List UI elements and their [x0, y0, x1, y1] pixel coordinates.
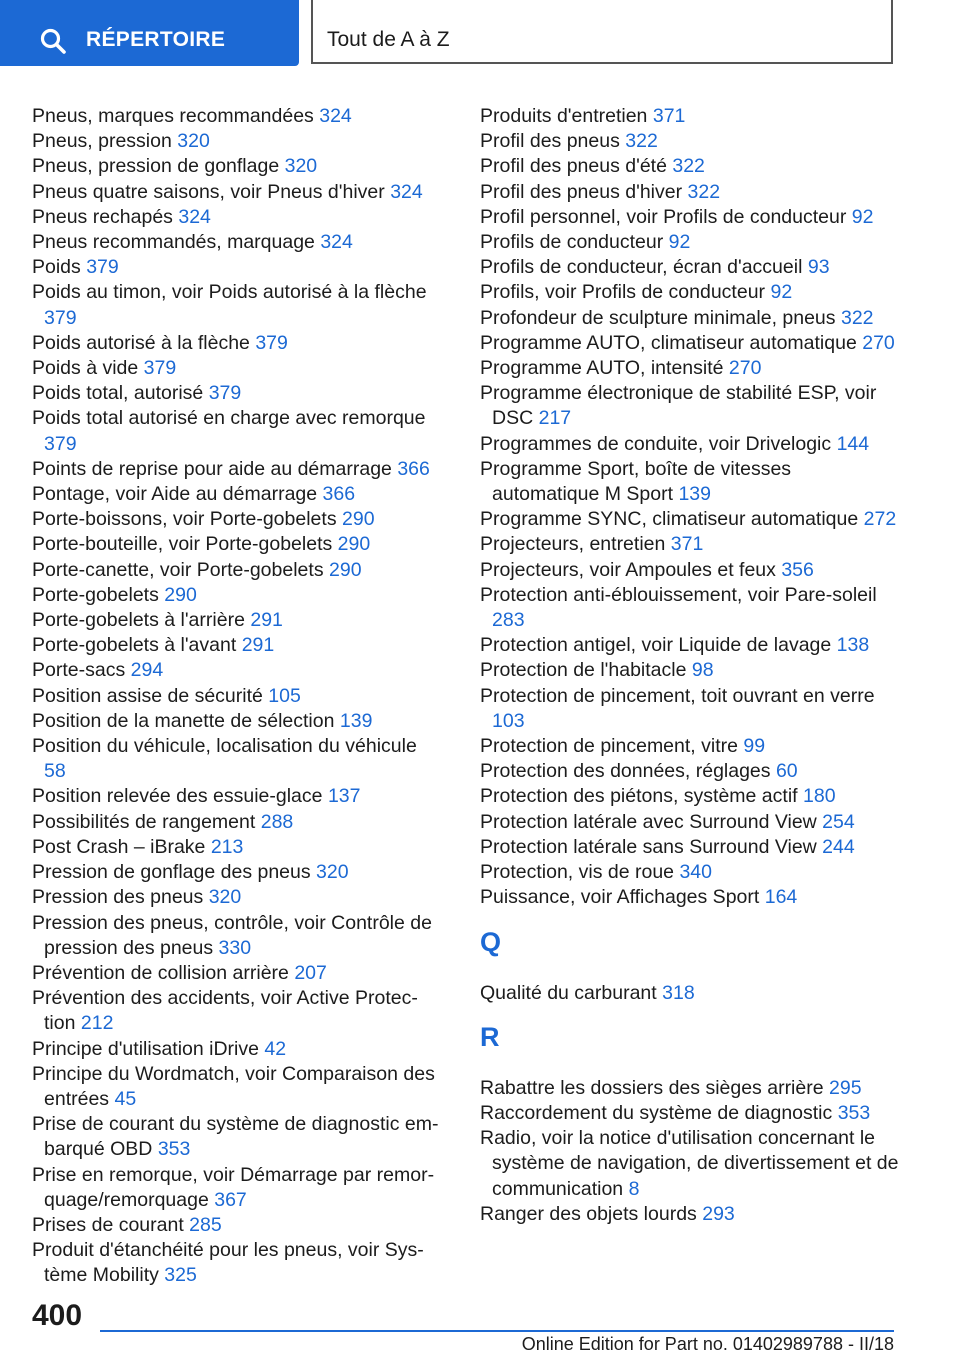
page-reference-link[interactable]: 290	[337, 533, 371, 556]
page-reference-link[interactable]: 379	[44, 306, 77, 329]
index-entry	[480, 154, 900, 179]
index-entry-text: Poids à vide	[32, 357, 139, 380]
index-entry-text: Prise de courant du système de diagnostic embarqué OBD	[32, 1113, 439, 1161]
index-entry-text: Porte-gobelets	[32, 583, 159, 606]
index-entry-text: Protection des piétons, système actif	[480, 785, 798, 808]
index-entry-text: Pneus quatre saisons, voir Pneus d'hiver	[32, 180, 385, 203]
index-entry	[480, 1126, 900, 1202]
index-entry	[480, 981, 900, 1006]
index-entry-text: Prévention de collision arrière	[32, 961, 289, 984]
page-reference-link[interactable]: 42	[264, 1037, 287, 1060]
page-reference-link[interactable]: 320	[208, 886, 242, 909]
index-entry-text: Programme SYNC, climatiseur automatique	[480, 508, 859, 531]
index-entry	[32, 583, 442, 608]
index-entry-text: Ranger des objets lourds	[480, 1202, 697, 1225]
page-reference-link[interactable]: 270	[728, 357, 762, 380]
page-reference-link[interactable]: 270	[862, 331, 895, 354]
index-entry	[32, 658, 442, 683]
index-entry-text: Poids	[32, 256, 81, 279]
edition-footer: Online Edition for Part no. 01402989788 - II/18	[521, 1334, 894, 1354]
index-entry-text: Profil des pneus d'été	[480, 155, 667, 178]
page-reference-link[interactable]: 92	[851, 205, 874, 228]
page-reference-link[interactable]: 207	[294, 961, 327, 984]
page-reference-link[interactable]: 290	[342, 508, 375, 531]
index-entry	[480, 331, 900, 356]
page-reference-link[interactable]: 217	[538, 407, 572, 430]
page-reference-link[interactable]: 139	[678, 483, 711, 506]
index-entry	[32, 1213, 442, 1238]
footer-divider	[100, 1330, 894, 1332]
search-icon	[40, 28, 66, 54]
page-reference-link[interactable]: 92	[668, 231, 691, 254]
index-entry	[480, 1076, 900, 1101]
page-reference-link[interactable]: 366	[322, 483, 356, 506]
page-reference-link[interactable]: 324	[320, 231, 353, 254]
index-entry	[32, 684, 442, 709]
page-reference-link[interactable]: 92	[770, 281, 793, 304]
index-entry	[32, 1163, 442, 1213]
index-entry	[480, 835, 900, 860]
index-entry	[480, 633, 900, 658]
index-entry-text: Protection latérale sans Surround View	[480, 835, 817, 858]
page-reference-link[interactable]: 244	[822, 835, 855, 858]
page-reference-link[interactable]: 322	[687, 180, 721, 203]
index-entry-text: Pression des pneus, contrôle, voir Contrôle de pression des pneus	[32, 911, 432, 959]
page-reference-link[interactable]: 138	[836, 634, 870, 657]
index-entry	[32, 633, 442, 658]
page-reference-link[interactable]: 371	[670, 533, 704, 556]
index-entry	[32, 381, 442, 406]
page-reference-link[interactable]: 324	[390, 180, 423, 203]
index-entry-text: Possibilités de rangement	[32, 810, 256, 833]
index-entry-text: Porte-gobelets à l'arrière	[32, 609, 245, 632]
index-entry-text: Poids au timon, voir Poids autorisé à la flèche	[32, 281, 427, 304]
index-entry-text: Position du véhicule, localisation du véhicule	[32, 735, 417, 758]
index-entry	[32, 104, 442, 129]
page-reference-link[interactable]: 353	[157, 1138, 191, 1161]
index-entry	[32, 709, 442, 734]
index-entry-text: Pneus recommandés, marquage	[32, 231, 315, 254]
index-entry	[32, 1112, 442, 1162]
index-entry	[32, 835, 442, 860]
index-column-left	[32, 104, 442, 1289]
page-reference-link[interactable]: 320	[284, 155, 318, 178]
index-entry-text: Prévention des accidents, voir Active Protection	[32, 987, 418, 1035]
index-entry-text: Produit d'étanchéité pour les pneus, voir Système Mobility	[32, 1239, 424, 1287]
index-entry	[480, 1202, 900, 1227]
page-reference-link[interactable]: 379	[208, 382, 242, 405]
index-entry	[32, 331, 442, 356]
index-entry-text: Poids total autorisé en charge avec remorque	[32, 407, 426, 430]
page-reference-link[interactable]: 295	[829, 1076, 862, 1099]
index-entry-text: Programmes de conduite, voir Drivelogic	[480, 432, 832, 455]
index-entry	[480, 558, 900, 583]
index-entry-text: Porte-gobelets à l'avant	[32, 634, 237, 657]
page-reference-link[interactable]: 291	[241, 634, 275, 657]
index-entry-text: Produits d'entretien	[480, 105, 648, 127]
index-entry-text: Projecteurs, voir Ampoules et feux	[480, 558, 776, 581]
page-reference-link[interactable]: 213	[210, 835, 244, 858]
index-entry	[32, 810, 442, 835]
index-entry	[480, 129, 900, 154]
index-entry-text: Profil des pneus d'hiver	[480, 180, 683, 203]
page-reference-link[interactable]: 139	[339, 709, 373, 732]
page-reference-link[interactable]: 293	[702, 1202, 735, 1225]
page-reference-link[interactable]: 379	[86, 256, 119, 279]
page-reference-link[interactable]: 324	[319, 105, 352, 127]
index-entry	[480, 381, 900, 431]
index-entry	[32, 784, 442, 809]
index-entry	[32, 885, 442, 910]
page-reference-link[interactable]: 322	[840, 306, 874, 329]
index-entry	[32, 154, 442, 179]
index-entry-text: Protection des données, réglages	[480, 760, 771, 783]
index-entry	[32, 507, 442, 532]
index-entry	[32, 532, 442, 557]
page-reference-link[interactable]: 371	[652, 105, 686, 127]
index-list-r	[480, 1076, 900, 1227]
index-entry	[480, 583, 900, 633]
index-entry-text: Protection antigel, voir Liquide de lavage	[480, 634, 832, 657]
page-reference-link[interactable]: 105	[268, 684, 301, 707]
index-entry	[480, 734, 900, 759]
index-entry	[32, 180, 442, 205]
index-entry-text: Profil personnel, voir Profils de conducteur	[480, 205, 847, 228]
index-entry-text: Position relevée des essuie-glace	[32, 785, 323, 808]
page-reference-link[interactable]: 320	[316, 861, 349, 884]
index-entry-text: Protection de pincement, toit ouvrant en verre	[480, 684, 875, 707]
index-entry	[480, 306, 900, 331]
index-entry	[480, 759, 900, 784]
index-entry-text: Pression de gonflage des pneus	[32, 861, 311, 884]
index-entry	[480, 356, 900, 381]
index-entry	[32, 860, 442, 885]
index-entry	[480, 684, 900, 734]
page-reference-link[interactable]: 353	[837, 1101, 871, 1124]
index-entry-text: Porte-canette, voir Porte-gobelets	[32, 558, 324, 581]
index-entry-text: Rabattre les dossiers des sièges arrière	[480, 1076, 824, 1099]
page-reference-link[interactable]: 93	[807, 256, 830, 279]
index-entry	[32, 457, 442, 482]
index-entry-text: Prise en remorque, voir Démarrage par remorquage/remorquage	[32, 1163, 435, 1211]
index-entry	[32, 911, 442, 961]
index-entry-text: Programme AUTO, intensité	[480, 357, 724, 380]
index-entry	[480, 1101, 900, 1126]
page-reference-link[interactable]: 324	[178, 205, 211, 228]
page-reference-link[interactable]: 288	[260, 810, 294, 833]
page-reference-link[interactable]: 379	[44, 432, 77, 455]
index-entry	[32, 482, 442, 507]
index-entry-text: Position de la manette de sélection	[32, 709, 335, 732]
index-list-left	[32, 104, 442, 1289]
page-reference-link[interactable]: 45	[114, 1087, 137, 1110]
page-reference-link[interactable]: 366	[397, 457, 430, 480]
index-entry	[32, 406, 442, 456]
index-entry-text: Post Crash – iBrake	[32, 835, 206, 858]
index-entry-text: Porte-bouteille, voir Porte-gobelets	[32, 533, 333, 556]
page-reference-link[interactable]: 290	[329, 558, 362, 581]
index-entry-text: Principe d'utilisation iDrive	[32, 1037, 259, 1060]
index-entry	[480, 104, 900, 129]
index-entry	[32, 205, 442, 230]
page-number: 400	[32, 1299, 83, 1332]
page-reference-link[interactable]: 367	[214, 1188, 247, 1211]
index-entry-text: Pneus, pression	[32, 130, 172, 153]
page-reference-link[interactable]: 58	[44, 760, 66, 783]
page-reference-link[interactable]: 99	[743, 735, 766, 758]
index-entry	[32, 129, 442, 154]
index-entry-text: Profil des pneus	[480, 130, 620, 153]
index-entry	[32, 280, 442, 330]
page-reference-link[interactable]: 180	[803, 785, 836, 808]
index-entry-text: Pneus, pression de gonflage	[32, 155, 280, 178]
index-entry	[480, 180, 900, 205]
page-reference-link[interactable]: 98	[691, 659, 714, 682]
page-reference-link[interactable]: 322	[625, 130, 658, 153]
index-entry-text: Pression des pneus	[32, 886, 204, 909]
index-entry-text: Protection de pincement, vitre	[480, 735, 738, 758]
index-entry	[32, 1037, 442, 1062]
index-entry	[32, 986, 442, 1036]
page-reference-link[interactable]: 144	[836, 432, 870, 455]
page-reference-link[interactable]: 285	[189, 1213, 222, 1236]
index-entry-text: Pneus, marques recommandées	[32, 105, 314, 127]
page-reference-link[interactable]: 283	[492, 609, 525, 632]
index-entry	[32, 961, 442, 986]
index-entry-text: Prises de courant	[32, 1213, 184, 1236]
index-entry	[32, 608, 442, 633]
page-reference-link[interactable]: 379	[143, 357, 177, 380]
page-reference-link[interactable]: 60	[775, 760, 798, 783]
index-entry-text: Programme électronique de stabilité ESP, voir DSC	[480, 382, 877, 430]
index-entry-text: Programme Sport, boîte de vitesses automatique M Sport	[480, 457, 792, 506]
page-reference-link[interactable]: 137	[327, 785, 361, 808]
index-entry	[480, 658, 900, 683]
index-entry-text: Poids autorisé à la flèche	[32, 331, 250, 354]
index-search-label: RÉPERTOIRE	[86, 28, 226, 51]
index-entry-text: Poids total, autorisé	[32, 382, 204, 405]
index-entry	[480, 205, 900, 230]
index-entry	[32, 734, 442, 784]
page-reference-link[interactable]: 103	[492, 709, 525, 732]
page-reference-link[interactable]: 290	[164, 583, 197, 606]
index-entry	[480, 432, 900, 457]
index-entry-text: Protection anti-éblouissement, voir Pare-soleil	[480, 583, 877, 606]
index-entry-text: Porte-sacs	[32, 659, 126, 682]
index-column-right	[480, 104, 900, 1227]
index-entry	[480, 532, 900, 557]
index-entry-text: Pneus rechapés	[32, 205, 173, 228]
index-entry-text: Raccordement du système de diagnostic	[480, 1101, 833, 1124]
index-list-p	[480, 104, 900, 911]
index-entry	[32, 230, 442, 255]
index-entry-text: Qualité du carburant	[480, 981, 657, 1004]
index-entry	[480, 507, 900, 532]
index-entry-text: Protection latérale avec Surround View	[480, 810, 817, 833]
index-entry	[480, 860, 900, 885]
section-title-box	[311, 0, 893, 64]
index-entry-text: Projecteurs, entretien	[480, 533, 666, 556]
page-reference-link[interactable]: 325	[164, 1264, 197, 1287]
index-list-q	[480, 981, 900, 1006]
index-entry-text: Programme AUTO, climatiseur automatique	[480, 331, 857, 354]
section-title: Tout de A à Z	[327, 28, 450, 51]
page-reference-link[interactable]: 291	[250, 609, 283, 632]
index-entry-text: Profils de conducteur	[480, 231, 664, 254]
index-entry	[480, 230, 900, 255]
index-entry	[32, 1238, 442, 1288]
index-entry	[480, 784, 900, 809]
page-reference-link[interactable]: 164	[764, 886, 798, 909]
index-entry-text: Points de reprise pour aide au démarrage	[32, 457, 392, 480]
page-reference-link[interactable]: 379	[255, 331, 288, 354]
index-entry	[480, 255, 900, 280]
index-entry	[480, 810, 900, 835]
page-reference-link[interactable]: 320	[177, 130, 210, 153]
page-reference-link[interactable]: 8	[628, 1177, 640, 1200]
index-entry	[480, 885, 900, 910]
index-search-button[interactable]	[0, 0, 299, 66]
index-entry-text: Principe du Wordmatch, voir Comparaison des entrées	[32, 1062, 435, 1110]
index-entry	[32, 255, 442, 280]
index-entry-text: Profils, voir Profils de conducteur	[480, 281, 766, 304]
page-reference-link[interactable]: 254	[822, 810, 855, 833]
page-reference-link[interactable]: 356	[781, 558, 814, 581]
index-entry-text: Protection de l'habitacle	[480, 659, 687, 682]
index-entry	[480, 280, 900, 305]
page-reference-link[interactable]: 272	[863, 508, 897, 531]
page-reference-link[interactable]: 340	[679, 861, 712, 884]
index-entry-text: Position assise de sécurité	[32, 684, 263, 707]
index-entry-text: Profondeur de sculpture minimale, pneus	[480, 306, 836, 329]
page-reference-link[interactable]: 330	[218, 936, 252, 959]
index-entry-text: Protection, vis de roue	[480, 861, 675, 884]
letter-heading-q: Q	[480, 926, 502, 957]
index-entry-text: Puissance, voir Affichages Sport	[480, 886, 760, 909]
index-entry-text: Porte-boissons, voir Porte-gobelets	[32, 508, 337, 531]
index-entry	[480, 457, 900, 507]
index-entry-text: Radio, voir la notice d'utilisation concernant le système de navigation, de divertissement et de communication	[480, 1127, 899, 1200]
index-entry	[32, 558, 442, 583]
top-navigation-bar	[0, 0, 960, 66]
page-reference-link[interactable]: 212	[80, 1012, 114, 1035]
index-entry-text: Profils de conducteur, écran d'accueil	[480, 256, 803, 279]
page-reference-link[interactable]: 318	[662, 981, 695, 1004]
letter-heading-r: R	[480, 1021, 500, 1052]
index-entry	[32, 1062, 442, 1112]
page-reference-link[interactable]: 322	[672, 155, 705, 178]
index-entry-text: Pontage, voir Aide au démarrage	[32, 483, 318, 506]
page-reference-link[interactable]: 294	[130, 659, 164, 682]
index-entry	[32, 356, 442, 381]
